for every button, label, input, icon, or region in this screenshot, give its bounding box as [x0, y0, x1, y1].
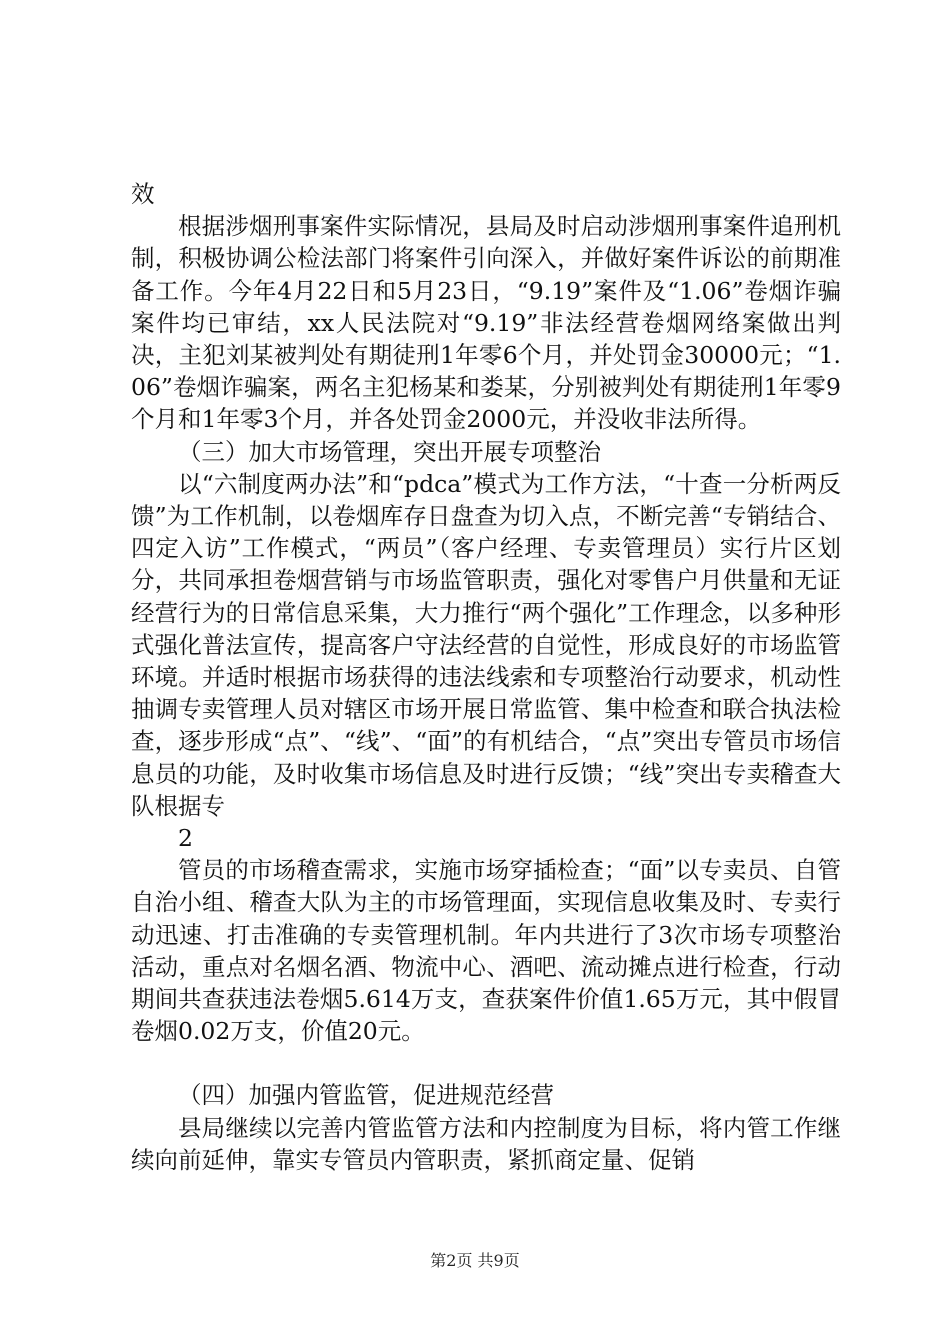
paragraph-market-management: 以“六制度两办法”和“pdca”模式为工作方法，“十查一分析两反馈”为工作机制，以卷烟库存日盘查为切入点，不断完善“专销结合、四定入访”工作模式，“两员”（客户经理、专卖管理员）实行片区划分，共同承担卷烟营销与市场监管职责，强化对零售户月供量和无证经营行为的日常信息采集，大力推行“两个强化”工作理念，以多种形式强化普法宣传，提高客户守法经营的自觉性，形成良好的市场监管环境。并适时根据市场获得的违法线索和专项整治行动要求，机动性抽调专卖管理人员对辖区市场开展日常监管、集中检查和联合执法检查，逐步形成“点”、“线”、“面”的有机结合，“点”突出专管员市场信息员的功能，及时收集市场信息及时进行反馈；“线”突出专卖稽查大队根据专 — [131, 469, 841, 820]
paragraph-spacer — [131, 1047, 841, 1079]
inline-page-number: 2 — [178, 824, 193, 853]
page-footer: 第2页 共9页 — [430, 1251, 520, 1270]
section-heading-3: （三）加大市场管理，突出开展专项整治 — [178, 437, 601, 466]
paragraph-criminal-cases: 根据涉烟刑事案件实际情况，县局及时启动涉烟刑事案件追刑机制，积极协调公检法部门将案件引向深入，并做好案件诉讼的前期准备工作。今年4月22日和5月23日，“9.19”案件及“1.06”卷烟诈骗案件均已审结，xx人民法院对“9.19”非法经营卷烟网络案做出判决，主犯刘某被判处有期徒刑1年零6个月，并处罚金30000元；“1.06”卷烟诈骗案，两名主犯杨某和娄某，分别被判处有期徒刑1年零9个月和1年零3个月，并各处罚金2000元，并没收非法所得。 — [131, 212, 841, 434]
document-body — [131, 178, 841, 1176]
paragraph-internal-supervision: 县局继续以完善内管监管方法和内控制度为目标，将内管工作继续向前延伸，靠实专管员内管职责，紧抓商定量、促销 — [131, 1113, 841, 1174]
paragraph-market-inspection: 管员的市场稽查需求，实施市场穿插检查；“面”以专卖员、自管自治小组、稽查大队为主的市场管理面，实现信息收集及时、专卖行动迅速、打击准确的专卖管理机制。年内共进行了3次市场专项整治活动，重点对名烟名酒、物流中心、酒吧、流动摊点进行检查，行动期间共查获违法卷烟5.614万支，查获案件价值1.65万元，其中假冒卷烟0.02万支，价值20元。 — [131, 856, 841, 1046]
section-heading-4: （四）加强内管监管，促进规范经营 — [178, 1081, 554, 1110]
paragraph-fragment-top: 效 — [131, 180, 155, 208]
